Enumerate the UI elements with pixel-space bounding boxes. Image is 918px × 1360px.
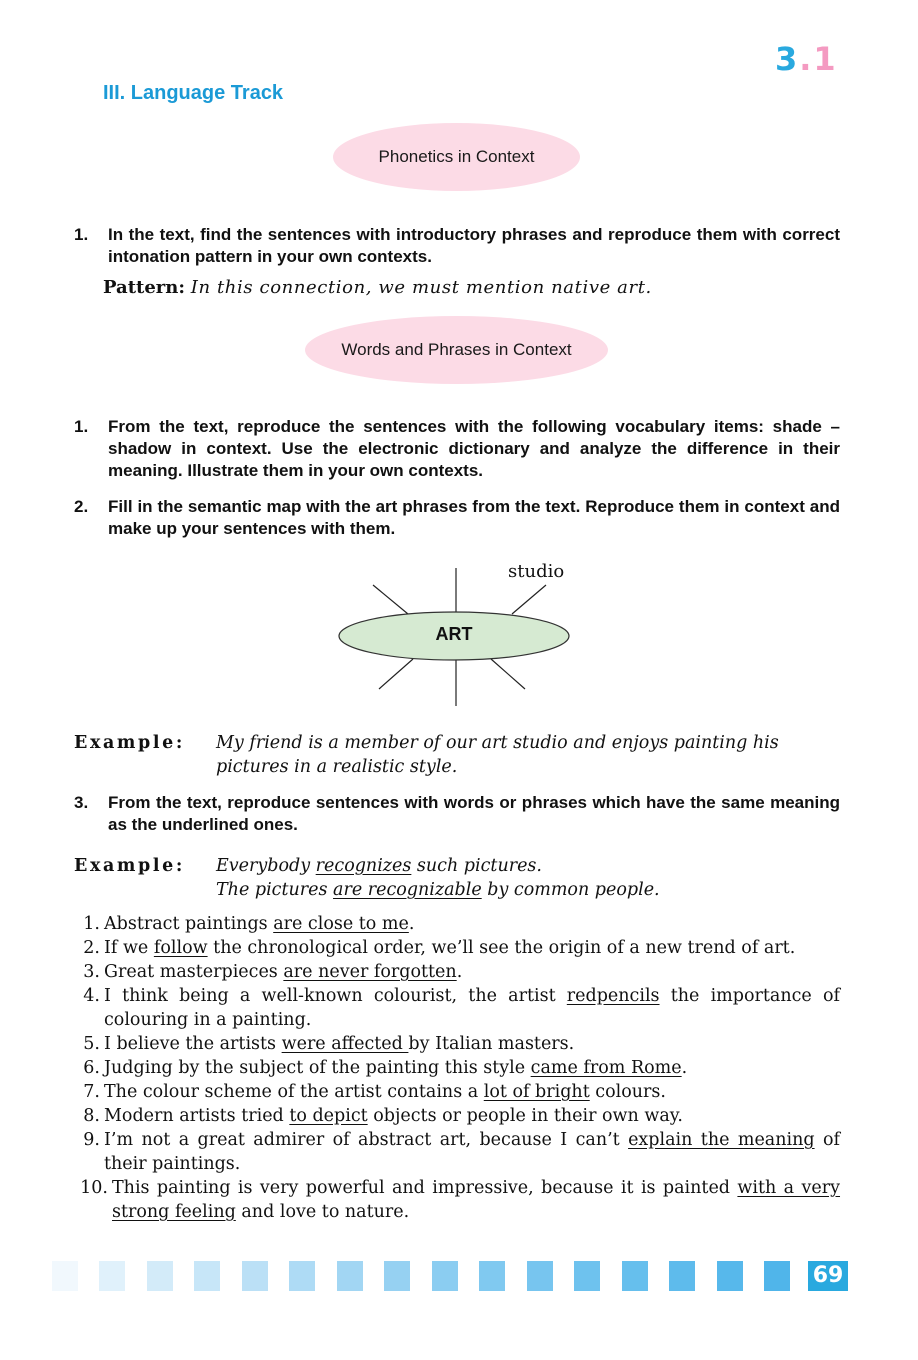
page-number: 69 (808, 1261, 848, 1291)
example-2 (74, 854, 842, 902)
task-text: In the text, find the sentences with introductory phrases and reproduce them with correct intonation pattern in your own contexts. (108, 225, 840, 266)
footer-square (289, 1261, 315, 1291)
sentence-number: 4. (83, 986, 100, 1006)
sentence-item (74, 912, 840, 936)
map-spoke (379, 659, 413, 689)
sentence-item (74, 960, 840, 984)
task-number: 2. (74, 497, 89, 516)
pattern-label: Pattern: (103, 277, 186, 298)
sentence-number: 7. (83, 1082, 100, 1102)
task-number: 1. (74, 417, 89, 436)
sentence-number: 5. (83, 1034, 100, 1054)
underlined-phrase: with a very strong feeling (112, 1178, 841, 1222)
sentence-number: 3. (83, 962, 100, 982)
sentence-item (74, 1080, 840, 1104)
underlined-phrase: were affected (281, 1034, 409, 1054)
example-label: Example: (74, 733, 185, 753)
sentence-text: Abstract paintings are close to me. (104, 914, 415, 934)
underlined-phrase: are close to me (273, 914, 409, 934)
words-heading: Words and Phrases in Context (305, 316, 608, 384)
footer-square (384, 1261, 410, 1291)
underlined-phrase: came from Rome (530, 1058, 682, 1078)
underlined-phrase: lot of bright (483, 1082, 590, 1102)
sentence-text: I think being a well-known colourist, the artist redpencils the importance of colouring in a painting. (104, 986, 840, 1030)
footer-square (669, 1261, 695, 1291)
sentence-text: This painting is very powerful and impressive, because it is painted with a very strong feeling and love to nature. (112, 1178, 841, 1222)
words-task-1 (74, 416, 840, 482)
sentence-number: 8. (83, 1106, 100, 1126)
sentence-number: 2. (83, 938, 100, 958)
sentence-item (74, 936, 840, 960)
task-text: From the text, reproduce the sentences with the following vocabulary items: shade – shadow in context. Use the electronic dictionary and analyze the difference in their meaning. Illustrate them in your own contexts. (108, 417, 840, 480)
footer-square (99, 1261, 125, 1291)
sentence-number: 10. (80, 1178, 108, 1198)
underlined-phrase: are recognizable (333, 880, 482, 900)
footer-square (764, 1261, 790, 1291)
sentence-text: I’m not a great admirer of abstract art, because I can’t explain the meaning of their paintings. (104, 1130, 840, 1174)
sentence-item (74, 984, 840, 1032)
underlined-phrase: follow (153, 938, 208, 958)
sentence-text: The colour scheme of the artist contains a lot of bright colours. (104, 1082, 666, 1102)
footer-square (527, 1261, 553, 1291)
task-text: From the text, reproduce sentences with words or phrases which have the same meaning as the underlined ones. (108, 793, 840, 834)
map-spoke (373, 585, 408, 614)
footer-square (194, 1261, 220, 1291)
underlined-phrase: redpencils (566, 986, 660, 1006)
sentence-item (74, 1032, 840, 1056)
pattern-text: In this connection, we must mention native art. (190, 277, 652, 298)
sentence-text: Judging by the subject of the painting this style came from Rome. (104, 1058, 688, 1078)
footer-square (479, 1261, 505, 1291)
footer-square (242, 1261, 268, 1291)
footer-square (147, 1261, 173, 1291)
footer-square (622, 1261, 648, 1291)
example-1 (74, 731, 842, 779)
map-spoke (491, 659, 525, 689)
task-number: 3. (74, 793, 89, 812)
sentence-item (74, 1056, 840, 1080)
footer-square (337, 1261, 363, 1291)
sentence-list (74, 912, 840, 1224)
section-title: III. Language Track (103, 82, 284, 104)
sentence-text: Modern artists tried to depict objects or people in their own way. (104, 1106, 683, 1126)
underlined-phrase: explain the meaning (628, 1130, 815, 1150)
underlined-phrase: are never forgotten (283, 962, 457, 982)
sentence-item (74, 1176, 840, 1224)
underlined-phrase: to depict (289, 1106, 368, 1126)
sentence-number: 6. (83, 1058, 100, 1078)
unit-dot: . (799, 40, 814, 78)
unit-number (775, 40, 838, 78)
sentence-item (74, 1104, 840, 1128)
pattern-line (103, 277, 652, 298)
sentence-item (74, 1128, 840, 1176)
unit-minor: 1 (813, 40, 838, 78)
sentence-text: If we follow the chronological order, we’ll see the origin of a new trend of art. (104, 938, 796, 958)
footer-square (717, 1261, 743, 1291)
phonetics-heading: Phonetics in Context (333, 123, 580, 191)
phonetics-task-1 (74, 224, 840, 268)
example-label: Example: (74, 856, 185, 876)
sentence-text: Great masterpieces are never forgotten. (104, 962, 463, 982)
example-text: My friend is a member of our art studio and enjoys painting his pictures in a realistic style. (216, 733, 779, 777)
sentence-text: I believe the artists were affected by Italian masters. (104, 1034, 575, 1054)
footer-square (432, 1261, 458, 1291)
words-task-3 (74, 792, 840, 836)
footer-square (574, 1261, 600, 1291)
footer-square (52, 1261, 78, 1291)
map-center-label: ART (435, 624, 473, 644)
underlined-phrase: recognizes (315, 856, 412, 876)
task-number: 1. (74, 225, 89, 244)
sentence-number: 9. (83, 1130, 100, 1150)
example-line-2: The pictures are recognizable by common people. (216, 880, 660, 900)
words-task-2 (74, 496, 840, 540)
task-text: Fill in the semantic map with the art phrases from the text. Reproduce them in context and make up your sentences with them. (108, 497, 840, 538)
map-spoke (512, 585, 546, 614)
sentence-number: 1. (83, 914, 100, 934)
example-line-1: Everybody recognizes such pictures. (216, 856, 542, 876)
unit-major: 3 (775, 40, 800, 78)
map-word-studio: studio (508, 561, 565, 582)
